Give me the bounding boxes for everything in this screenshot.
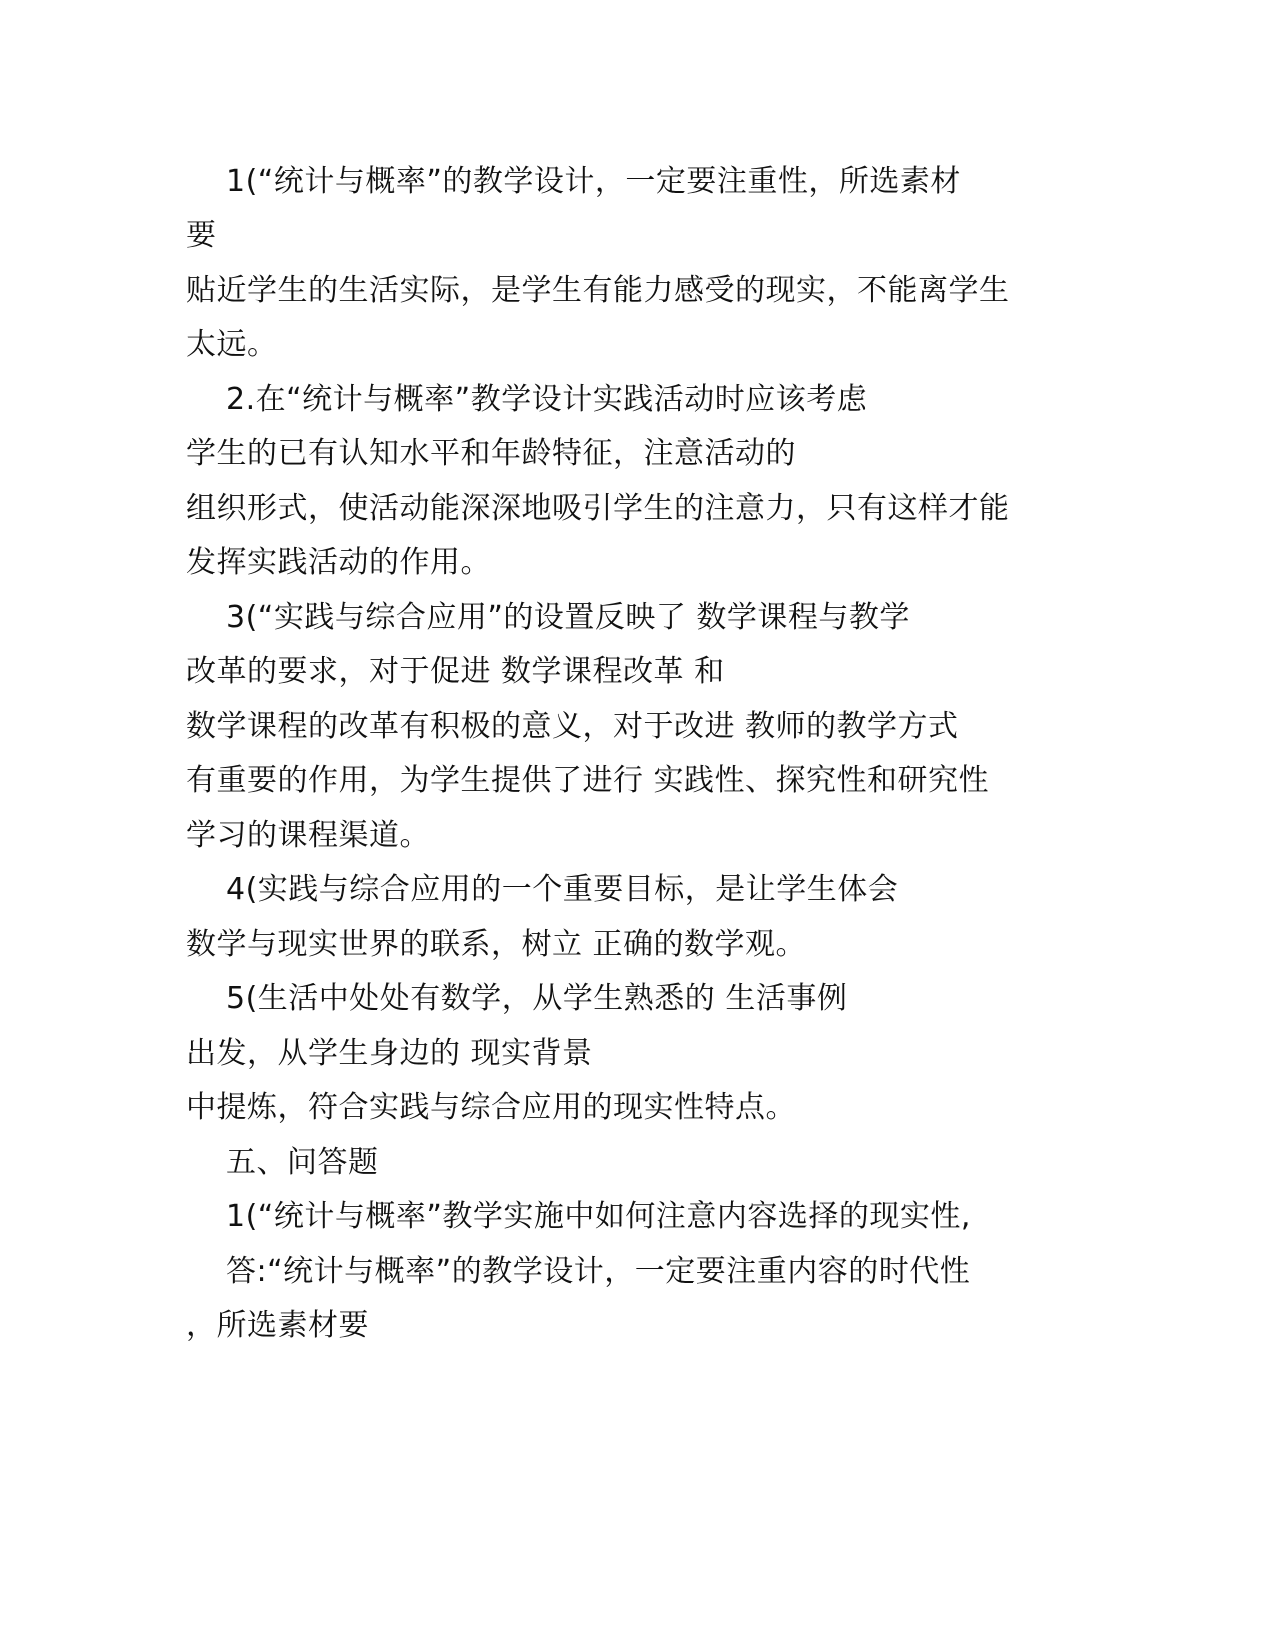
- text-line: 5(生活中处处有数学，从学生熟悉的 生活事例: [226, 981, 848, 1016]
- text-line: 发挥实践活动的作用。: [186, 545, 491, 580]
- text-line: 组织形式，使活动能深深地吸引学生的注意力，只有这样才能: [186, 491, 1010, 526]
- text-line: 太远。: [186, 327, 278, 362]
- text-line: 1(“统计与概率”的教学设计，一定要注重性，所选素材: [226, 164, 961, 199]
- text-line: 2.在“统计与概率”教学设计实践活动时应该考虑: [226, 382, 868, 417]
- text-line: 贴近学生的生活实际，是学生有能力感受的现实，不能离学生: [186, 273, 1010, 308]
- text-line: 中提炼，符合实践与综合应用的现实性特点。: [186, 1090, 796, 1125]
- text-line: 4(实践与综合应用的一个重要目标，是让学生体会: [226, 872, 899, 907]
- text-line: 出发，从学生身边的 现实背景: [186, 1036, 593, 1071]
- text-line: 要: [186, 218, 217, 253]
- question-line: 1(“统计与概率”教学实施中如何注意内容选择的现实性,: [226, 1199, 971, 1234]
- text-line: 改革的要求，对于促进 数学课程改革 和: [186, 654, 725, 689]
- answer-line: ，所选素材要: [186, 1308, 369, 1343]
- section-heading: 五、问答题: [226, 1145, 379, 1180]
- text-line: 有重要的作用，为学生提供了进行 实践性、探究性和研究性: [186, 763, 990, 798]
- answer-line: 答:“统计与概率”的教学设计，一定要注重内容的时代性: [226, 1254, 971, 1289]
- text-line: 3(“实践与综合应用”的设置反映了 数学课程与教学: [226, 600, 910, 635]
- text-line: 学习的课程渠道。: [186, 818, 430, 853]
- text-line: 学生的已有认知水平和年龄特征，注意活动的: [186, 436, 796, 471]
- text-line: 数学与现实世界的联系，树立 正确的数学观。: [186, 927, 807, 962]
- text-line: 数学课程的改革有积极的意义，对于改进 教师的教学方式: [186, 709, 959, 744]
